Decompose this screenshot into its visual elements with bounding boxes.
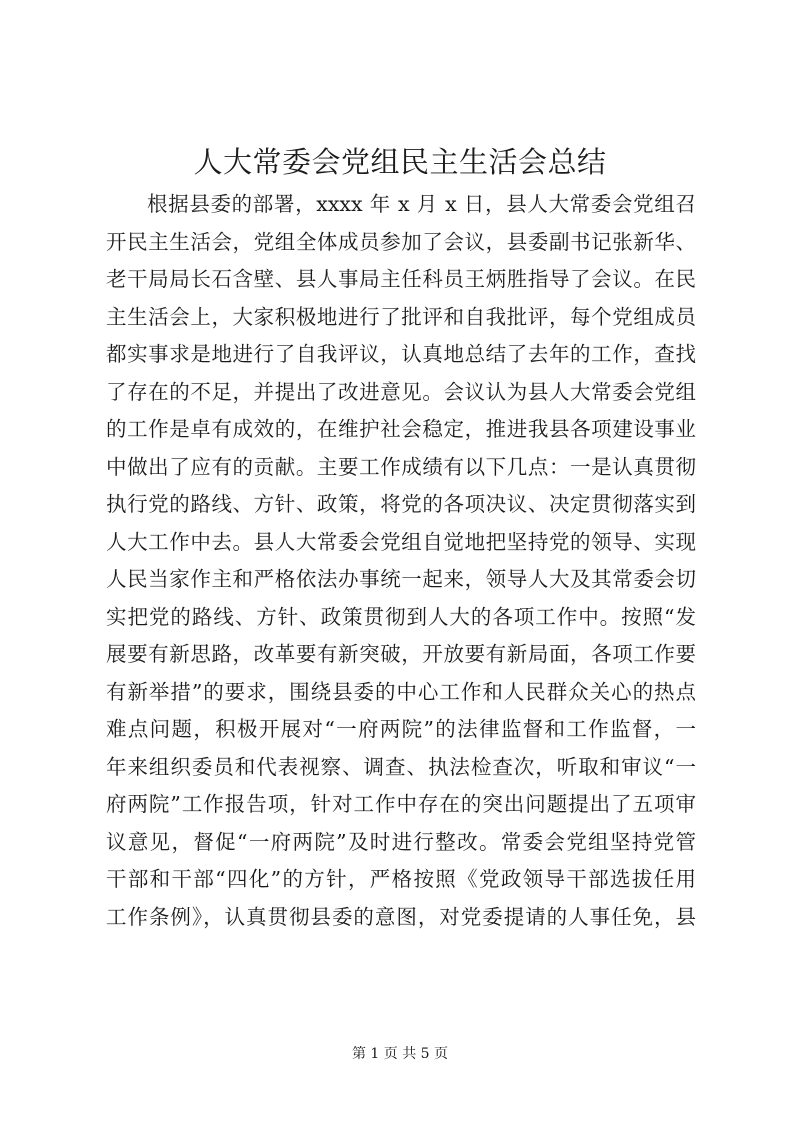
body-line: 老干局局长石含壁、县人事局主任科员王炳胜指导了会议。在民 [106,267,696,291]
body-line: 展要有新思路，改革要有新突破，开放要有新局面，各项工作要 [106,642,696,666]
body-line: 实把党的路线、方针、政策贯彻到人大的各项工作中。按照“发 [106,604,696,629]
body-line: 府两院”工作报告项，针对工作中存在的突出问题提出了五项审 [106,792,696,816]
body-line: 议意见，督促“一府两院”及时进行整改。常委会党组坚持党管 [106,829,696,854]
body-line: 中做出了应有的贡献。主要工作成绩有以下几点：一是认真贯彻 [106,454,696,479]
document-title: 人大常委会党组民主生活会总结 [193,145,607,179]
body-line: 开民主生活会，党组全体成员参加了会议，县委副书记张新华、 [106,229,696,254]
body-line: 难点问题，积极开展对“一府两院”的法律监督和工作监督，一 [106,717,696,741]
body-line: 干部和干部“四化”的方针，严格按照《党政领导干部选拔任用 [106,867,696,891]
body-line: 都实事求是地进行了自我评议，认真地总结了去年的工作，查找 [106,342,696,366]
body-line: 工作条例》，认真贯彻县委的意图，对党委提请的人事任免，县 [106,904,696,929]
body-line: 的工作是卓有成效的，在维护社会稳定，推进我县各项建设事业 [106,417,696,441]
body-line: 人民当家作主和严格依法办事统一起来，领导人大及其常委会切 [106,567,696,591]
body-line: 主生活会上，大家积极地进行了批评和自我批评，每个党组成员 [106,304,696,329]
page-footer: 第 1 页 共 5 页 [351,1046,449,1062]
body-line: 人大工作中去。县人大常委会党组自觉地把坚持党的领导、实现 [106,529,696,554]
body-line: 根据县委的部署，xxxx 年 x 月 x 日，县人大常委会党组召 [147,192,696,216]
body-line: 有新举措”的要求，围绕县委的中心工作和人民群众关心的热点 [106,679,696,704]
body-line: 执行党的路线、方针、政策，将党的各项决议、决定贯彻落实到 [106,492,696,516]
document-body [106,186,696,936]
body-line: 年来组织委员和代表视察、调查、执法检查次，听取和审议“一 [106,754,696,779]
body-line: 了存在的不足，并提出了改进意见。会议认为县人大常委会党组 [106,379,696,404]
